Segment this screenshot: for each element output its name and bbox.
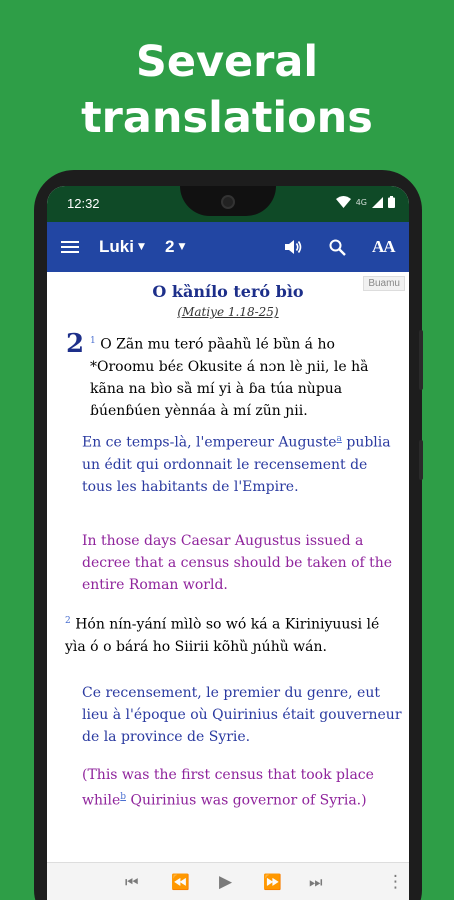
cell-signal-icon [372, 197, 383, 208]
version-badge[interactable]: Buamu [363, 276, 405, 291]
search-button[interactable] [329, 222, 346, 272]
verse-1-french[interactable] [82, 428, 402, 498]
verse-text: O Zãn mu teró pȁahȕ lé bȕn á ho *Oroomu béɛ Okusite á nɔn lè ɲii, le hȁ kãna na bìo sȁ mí yi à ɓa túa nùpua ɓúenɓúen yènnáa à mí zũn ɲii. [90, 336, 369, 419]
chapter-dropdown-icon: ▼ [178, 242, 186, 252]
headline-line-1: Several [135, 37, 319, 87]
verse-text: In those days Caesar Augustus issued a decree that a census should be taken of the entire Roman world. [82, 533, 393, 593]
chapter-selector[interactable] [165, 222, 185, 272]
verse-text: (This was the first census that took place while [82, 767, 374, 809]
book-dropdown-icon: ▼ [137, 242, 145, 252]
chapter-number: 2 [66, 329, 85, 359]
verse-text: publia un édit qui ordonnait le recensement de tous les habitants de l'Empire. [82, 434, 391, 495]
volume-icon [285, 239, 303, 255]
audio-button[interactable] [285, 222, 303, 272]
section-title: O kȁnílo teró bìo [152, 282, 304, 301]
verse-2-buamu[interactable] [65, 610, 395, 658]
verse-number: 2 [65, 616, 71, 626]
verse-text: Ce recensement, le premier du genre, eut lieu à l'époque où Quirinius était gouverneur de la province de Syrie. [82, 685, 402, 745]
footnote-marker[interactable]: b [120, 792, 127, 802]
footnote-marker[interactable]: a [336, 434, 342, 444]
verse-text: En ce temps-là, l'empereur Auguste [82, 434, 337, 451]
fast-forward-button[interactable] [263, 863, 282, 900]
more-icon: ⋮ [387, 872, 404, 892]
wifi-icon [336, 196, 351, 208]
status-bar [47, 186, 409, 222]
more-options-button[interactable] [387, 863, 404, 900]
rewind-button[interactable] [171, 863, 190, 900]
verse-1-english[interactable] [82, 530, 402, 596]
play-icon: ▶ [219, 872, 233, 892]
verse-2-french[interactable] [82, 682, 402, 748]
network-type-label: 4G [355, 197, 367, 207]
rewind-icon: ⏪ [171, 873, 190, 891]
reading-pane[interactable] [47, 272, 409, 862]
section-cross-reference[interactable]: (Matiye 1.18-25) [177, 305, 279, 319]
front-camera [221, 195, 235, 209]
skip-to-end-button[interactable] [309, 863, 323, 900]
text-size-icon: AA [372, 237, 395, 256]
menu-icon [61, 240, 79, 254]
audio-control-bar [47, 862, 409, 900]
status-time: 12:32 [67, 196, 100, 211]
play-button[interactable] [219, 863, 232, 900]
phone-side-button-top [419, 330, 423, 390]
book-name: Luki [99, 237, 134, 256]
verse-2-english[interactable] [82, 764, 402, 812]
skip-to-start-button[interactable] [125, 863, 139, 900]
app-bar [47, 222, 409, 272]
verse-1-buamu[interactable] [90, 330, 400, 422]
verse-text: Hón nín-yání mìlò so wó ká a Kiriniyuusi lé yìa ó o bárá ho Siirii kõhȕ ɲúhȕ wán. [65, 616, 380, 655]
chapter-number-label: 2 [165, 237, 175, 256]
promo-headline [0, 34, 454, 146]
skip-last-icon: ⏭ [309, 873, 323, 891]
status-icons [336, 196, 395, 208]
fast-forward-icon: ⏩ [263, 873, 282, 891]
headline-line-2: translations [81, 93, 373, 143]
search-icon [329, 239, 346, 256]
skip-first-icon: ⏮ [125, 873, 139, 891]
verse-text: Quirinius was governor of Syria.) [126, 792, 367, 809]
phone-side-button-bottom [419, 440, 423, 480]
phone-screen [47, 186, 409, 900]
book-selector[interactable] [99, 222, 145, 272]
text-size-button[interactable] [372, 222, 395, 272]
verse-number: 1 [90, 336, 96, 346]
menu-button[interactable] [61, 222, 79, 272]
battery-icon [388, 196, 395, 208]
